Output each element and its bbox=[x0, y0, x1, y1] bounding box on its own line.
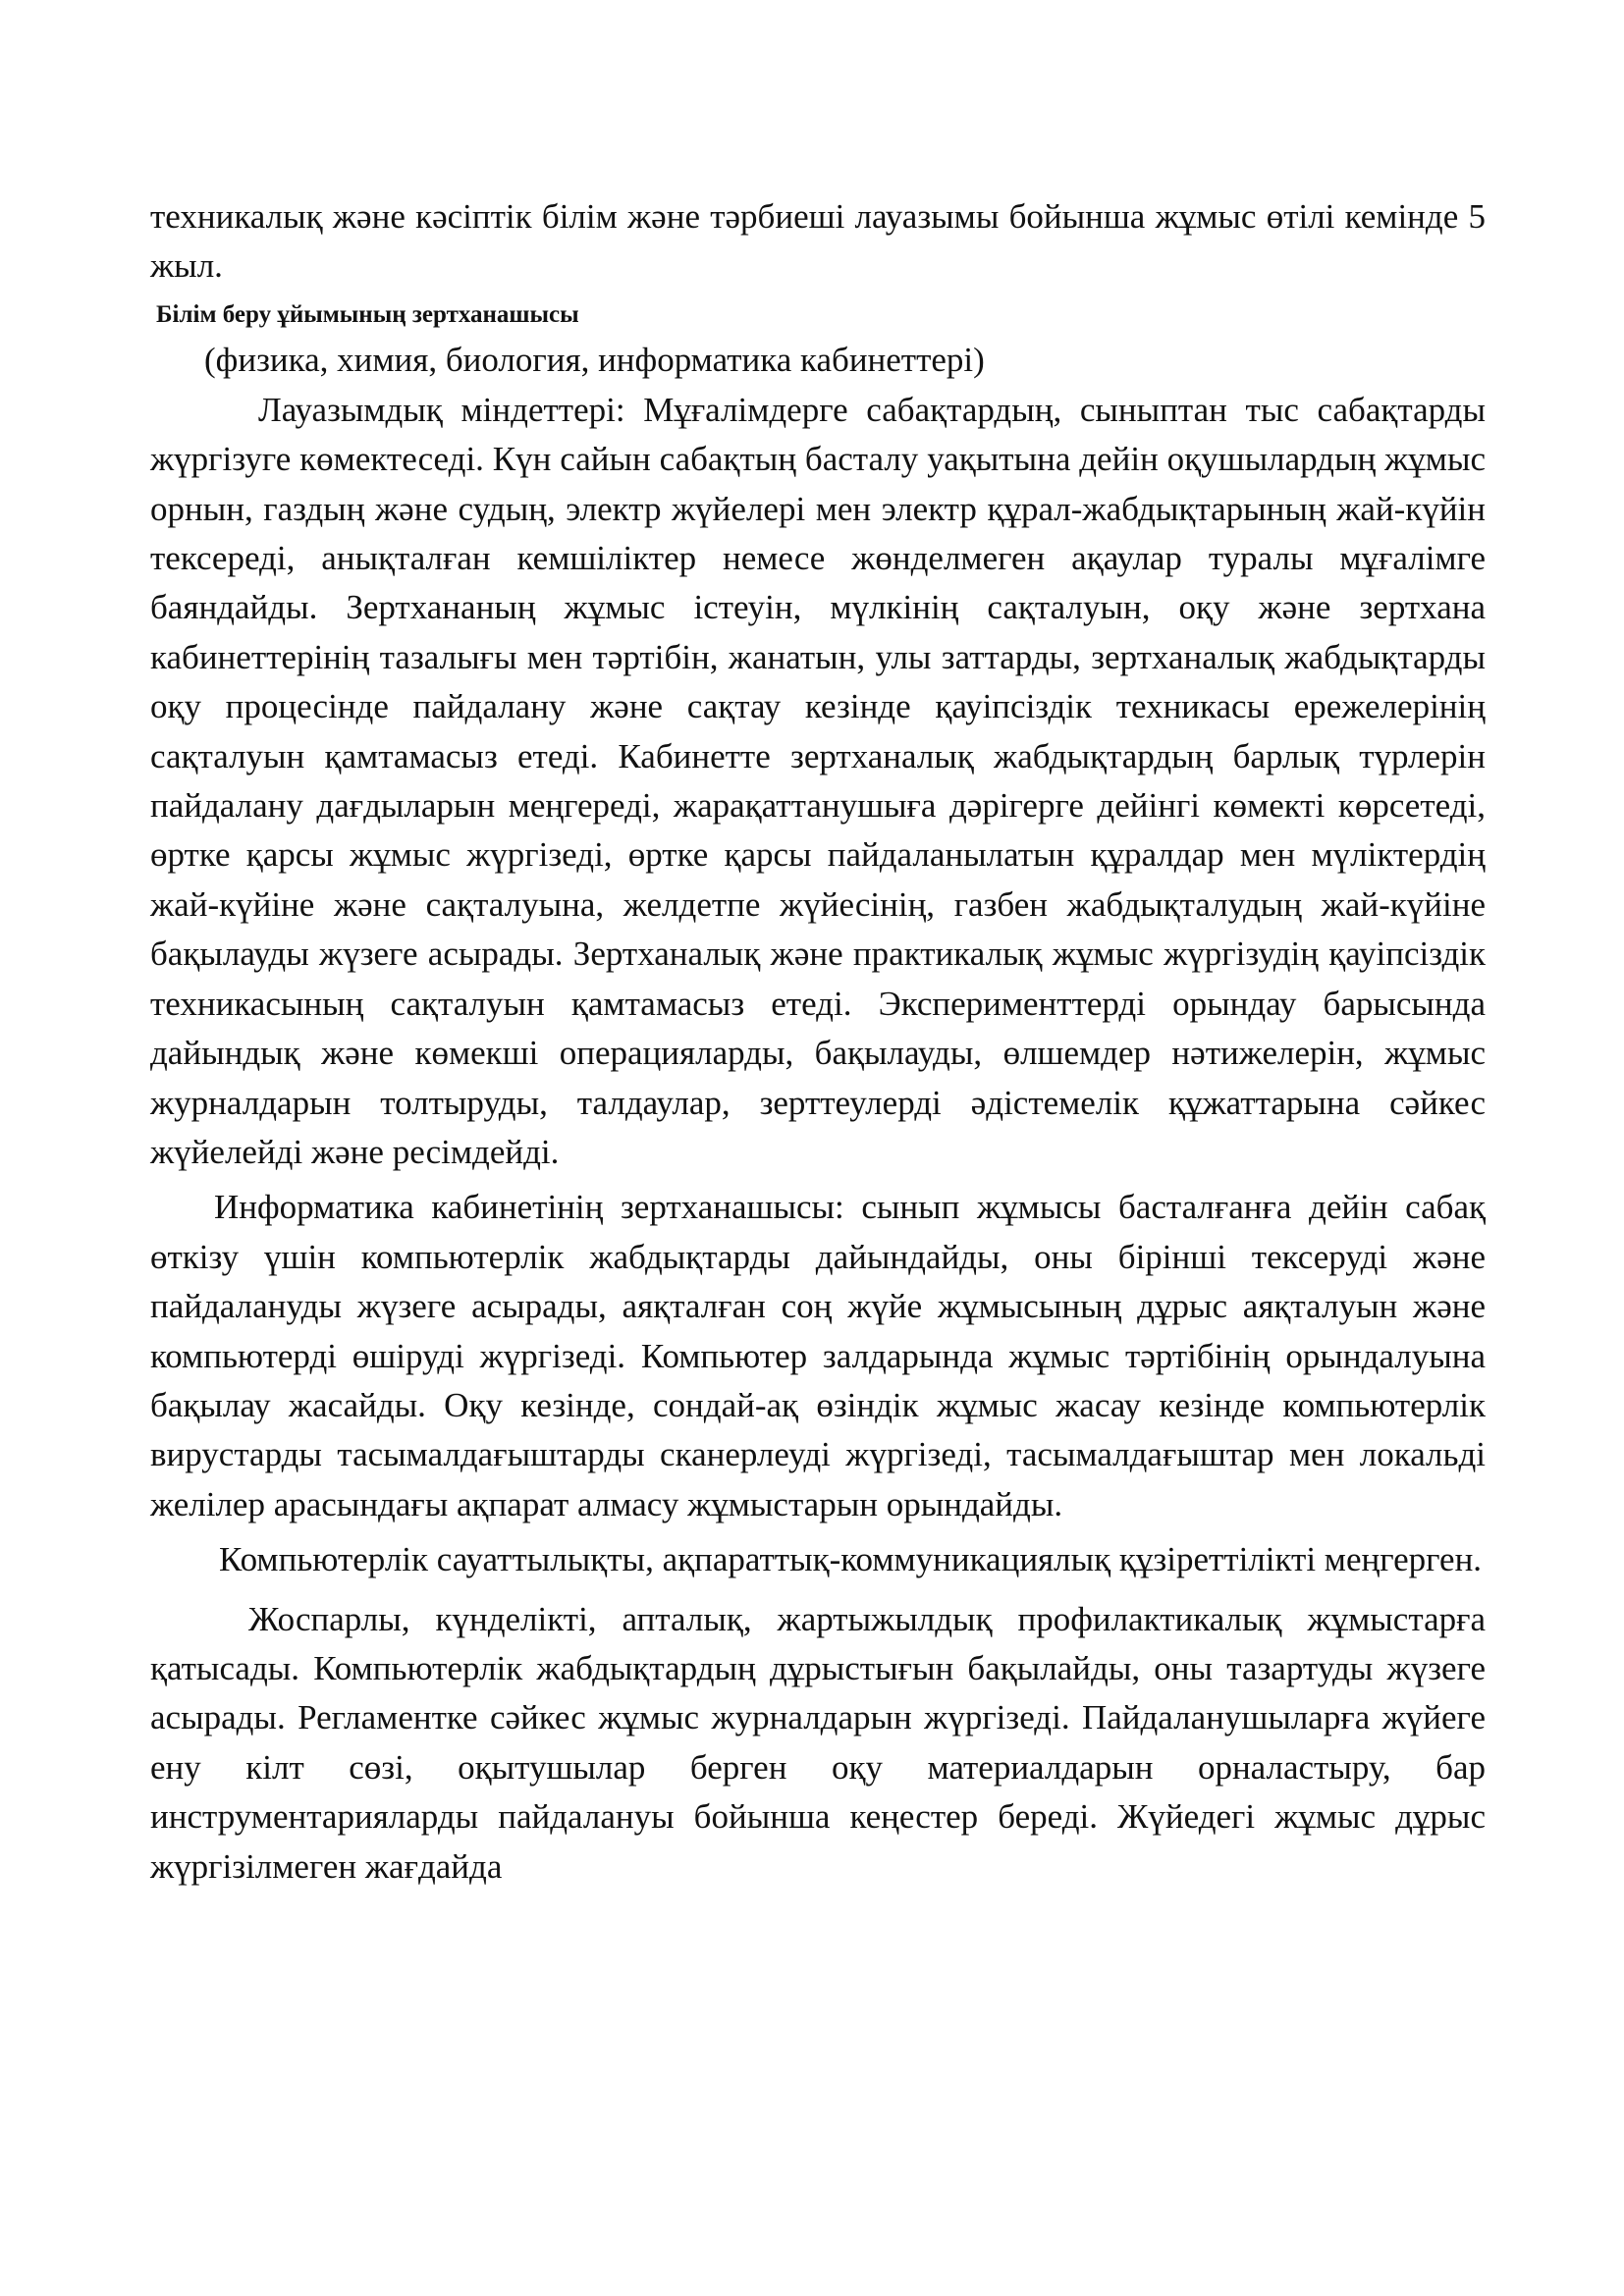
informatics-lab-paragraph: Информатика кабинетінің зертханашысы: сынып жұмысы басталғанға дейін сабақ өткізу үшін компьютерлік жабдықтарды дайындайды, оны бірінші тексеруді және пайдалануды жүзеге асырады, аяқталған соң жүйе жұмысының дұрыс аяқталуын және компьютерді өшіруді жүргізеді. Компьютер залдарында жұмыс тәртібінің орындалуына бақылау жасайды. Оқу кезінде, сондай-ақ өзіндік жұмыс жасау кезінде компьютерлік вирустарды тасымалдағыштарды сканерлеуді жүргізеді, тасымалдағыштар мен локальді желілер арасындағы ақпарат алмасу жұмыстарын орындайды. bbox=[150, 1188, 1486, 1523]
continuation-paragraph: техникалық және кәсіптік білім және тәрбиеші лауазымы бойынша жұмыс өтілі кемінде 5 жыл. bbox=[150, 197, 1486, 286]
document-page bbox=[150, 192, 1486, 1892]
maintenance-paragraph: Жоспарлы, күнделікті, апталық, жартыжылдық профилактикалық жұмыстарға қатысады. Компьютерлік жабдықтардың дұрыстығын бақылайды, оны тазартуды жүзеге асырады. Регламентке сәйкес жұмыс журналдарын жүргізеді. Пайдаланушыларға жүйеге ену кілт сөзі, оқытушылар берген оқу материалдарын орналастыру, бар инструментарияларды пайдалануы бойынша кеңестер береді. Жүйедегі жұмыс дұрыс жүргізілмеген жағдайда bbox=[150, 1599, 1486, 1886]
competence-paragraph: Компьютерлік сауаттылықты, ақпараттық-коммуникациялық құзіреттілікті меңгерген. bbox=[219, 1540, 1483, 1579]
duties-paragraph: Лауазымдық міндеттері: Мұғалімдерге сабақтардың, сыныптан тыс сабақтарды жүргізуге көмектеседі. Күн сайын сабақтың басталу уақытына дейін оқушылардың жұмыс орнын, газдың және судың, электр жүйелері мен электр құрал-жабдықтарының жай-күйін тексереді, анықталған кемшіліктер немесе жөнделмеген ақаулар туралы мұғалімге баяндайды. Зертхананың жұмыс істеуін, мүлкінің сақталуын, оқу және зертхана кабинеттерінің тазалығы мен тәртібін, жанатын, улы заттарды, зертханалық жабдықтарды оқу процесінде пайдалану және сақтау кезінде қауіпсіздік техникасы ережелерінің сақталуын қамтамасыз етеді. Кабинетте зертханалық жабдықтардың барлық түрлерін пайдалану дағдыларын меңгереді, жарақаттанушыға дәрігерге дейінгі көмекті көрсетеді, өртке қарсы жұмыс жүргізеді, өртке қарсы пайдаланылатын құралдар мен мүліктердің жай-күйіне және сақталуына, желдетпе жүйесінің, газбен жабдықталудың жай-күйіне бақылауды жүзеге асырады. Зертханалық және практикалық жұмыс жүргізудің қауіпсіздік техникасының сақталуын қамтамасыз етеді. Эксперименттерді орындау барысында дайындық және көмекші операцияларды, бақылауды, өлшемдер нәтижелерін, жұмыс журналдарын толтыруды, талдаулар, зерттеулерді әдістемелік құжаттарына сәйкес жүйелейді және ресімдейді. bbox=[150, 390, 1486, 1171]
section-heading: Білім беру ұйымының зертханашысы bbox=[156, 300, 579, 328]
section-subheading: (физика, химия, биология, информатика кабинеттері) bbox=[204, 340, 985, 379]
